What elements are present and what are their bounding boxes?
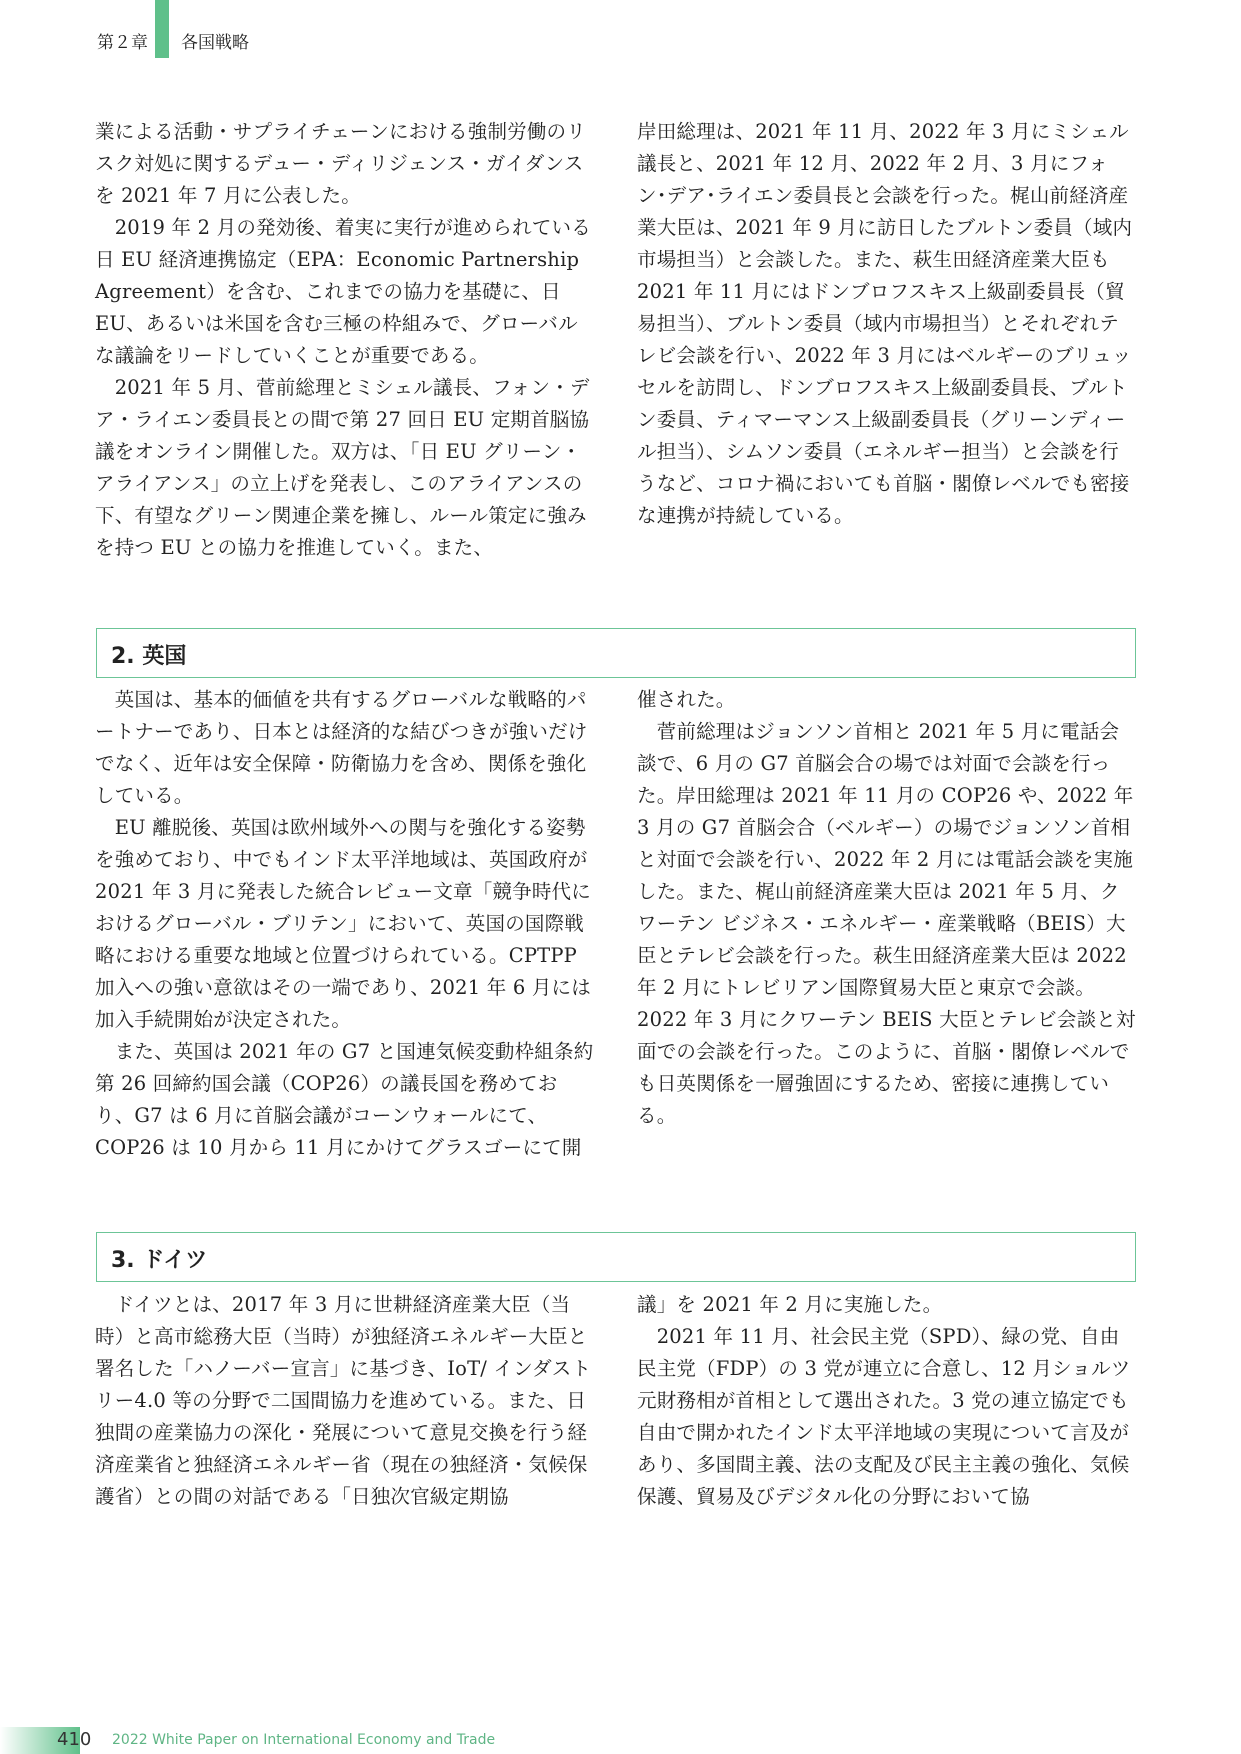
paragraph: EU 離脱後、英国は欧州域外への関与を強化する姿勢を強めており、中でもインド太平洋地域は、英国政府が 2021 年 3 月に発表した統合レビュー文章「競争時代におけるグローバル・ブリテン」において、英国の国際戦略における重要な地域と位置づけられている。CPTPP 加入への強い意欲はその一端であり、2021 年 6 月には加入手続開始が決定された。: [95, 816, 591, 1031]
section-heading-uk: [96, 628, 1136, 678]
sec3-right-column: [637, 1289, 1137, 1513]
header-accent-bar: [155, 0, 169, 58]
sec1-left-column: [95, 116, 595, 564]
paragraph: 業による活動・サプライチェーンにおける強制労働のリスク対処に関するデュー・ディリジェンス・ガイダンスを 2021 年 7 月に公表した。: [95, 120, 586, 207]
footer-title: 2022 White Paper on International Economy and Trade: [112, 1732, 496, 1748]
paragraph: 2021 年 11 月、社会民主党（SPD）、緑の党、自由民主党（FDP）の 3 党が連立に合意し、12 月ショルツ元財務相が首相として選出された。3 党の連立協定でも自由で開かれたインド太平洋地域の実現について言及があり、多国間主義、法の支配及び民主主義の強化、気候保護、貿易及びデジタル化の分野において協: [637, 1325, 1131, 1508]
paragraph: 2019 年 2 月の発効後、着実に実行が進められている日 EU 経済連携協定（EPA：Economic Partnership Agreement）を含む、これまでの協力を基礎に、日 EU、あるいは米国を含む三極の枠組みで、グローバルな議論をリードしていくことが重要である。: [95, 216, 591, 367]
sec2-left-column: [95, 684, 595, 1164]
chapter-label: 第２章: [97, 33, 148, 53]
chapter-title: 各国戦略: [181, 33, 249, 53]
paragraph: 催された。: [637, 688, 736, 711]
paragraph: 2021 年 5 月、菅前総理とミシェル議長、フォン・デア・ライエン委員長との間で第 27 回日 EU 定期首脳協議をオンライン開催した。双方は、「日 EU グリーン・アライアンス」の立上げを発表し、このアライアンスの下、有望なグリーン関連企業を擁し、ルール策定に強みを持つ EU との協力を推進していく。また、: [95, 376, 590, 559]
section-heading-germany: [96, 1232, 1136, 1282]
paragraph: 議」を 2021 年 2 月に実施した。: [637, 1293, 943, 1316]
running-header: [0, 0, 1241, 60]
paragraph: 菅前総理はジョンソン首相と 2021 年 5 月に電話会談で、6 月の G7 首脳会合の場では対面で会談を行った。岸田総理は 2021 年 11 月の COP26 や、2022 年 3 月の G7 首脳会合（ベルギー）の場でジョンソン首相と対面で会談を行い、2022 年 2 月には電話会談を実施した。また、梶山前経済産業大臣は 2021 年 5 月、クワーテン ビジネス・エネルギー・産業戦略（BEIS）大臣とテレビ会談を行った。萩生田経済産業大臣は 2022 年 2 月にトレビリアン国際貿易大臣と東京で会談。2022 年 3 月にクワーテン BEIS 大臣とテレビ会談と対面での会談を行った。このように、首脳・閣僚レベルでも日英関係を一層強固にするため、密接に連携している。: [637, 720, 1136, 1127]
paragraph: また、英国は 2021 年の G7 と国連気候変動枠組条約第 26 回締約国会議（COP26）の議長国を務めており、G7 は 6 月に首脳会議がコーンウォールにて、COP26 は 10 月から 11 月にかけてグラスゴーにて開: [95, 1040, 594, 1159]
paragraph: 英国は、基本的価値を共有するグローバルな戦略的パートナーであり、日本とは経済的な結びつきが強いだけでなく、近年は安全保障・防衛協力を含め、関係を強化している。: [95, 688, 588, 807]
sec3-left-column: [95, 1289, 595, 1513]
sec1-right-column: [637, 116, 1137, 532]
sec2-right-column: [637, 684, 1137, 1132]
page-number: 410: [57, 1729, 92, 1750]
section-title: 2. 英国: [111, 644, 187, 669]
paragraph: 岸田総理は、2021 年 11 月、2022 年 3 月にミシェル議長と、2021 年 12 月、2022 年 2 月、3 月にフォン･デア･ライエン委員長と会談を行った。梶山前経済産業大臣は、2021 年 9 月に訪日したブルトン委員（域内市場担当）と会談した。また、萩生田経済産業大臣も 2021 年 11 月にはドンブロフスキス上級副委員長（貿易担当）、ブルトン委員（域内市場担当）とそれぞれテレビ会談を行い、2022 年 3 月にはベルギーのブリュッセルを訪問し、ドンブロフスキス上級副委員長、ブルトン委員、ティマーマンス上級副委員長（グリーンディール担当）、シムソン委員（エネルギー担当）と会談を行うなど、コロナ禍においても首脳・閣僚レベルでも密接な連携が持続している。: [637, 120, 1133, 527]
paragraph: ドイツとは、2017 年 3 月に世耕経済産業大臣（当時）と高市総務大臣（当時）が独経済エネルギー大臣と署名した「ハノーバー宣言」に基づき、IoT/ インダストリー4.0 等の分野で二国間協力を進めている。また、日独間の産業協力の深化・発展について意見交換を行う経済産業省と独経済エネルギー省（現在の独経済・気候保護省）との間の対話である「日独次官級定期協: [95, 1293, 592, 1508]
section-title: 3. ドイツ: [111, 1248, 208, 1273]
